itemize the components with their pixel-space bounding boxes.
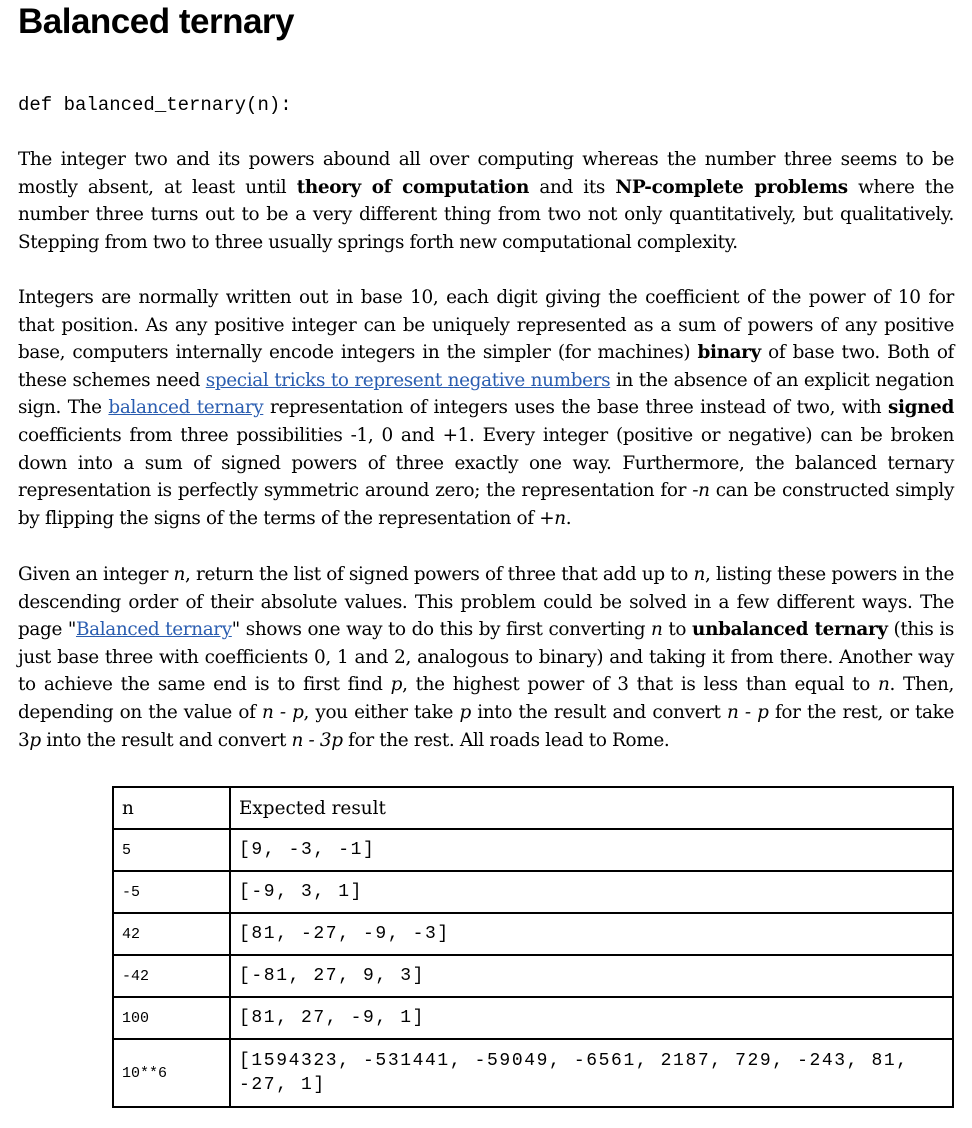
link-balanced-ternary-page[interactable]: Balanced ternary (75, 619, 232, 641)
text: into the result and convert (470, 701, 727, 723)
italic-term: n - 3p (291, 729, 343, 751)
bold-term: NP-complete problems (615, 176, 848, 198)
italic-term: n (878, 674, 890, 696)
italic-term: p (390, 674, 403, 696)
text: , the highest power of 3 that is less than equal to (402, 674, 878, 696)
bold-term: signed (887, 397, 955, 419)
bold-term: unbalanced ternary (692, 619, 888, 641)
text: Integers are normally written out in base 10, each digit giving the coefficient of the power of 10 for that position. As any positive integer can be uniquely represented as a sum of powers of any positive base, computers internally encode integers in the simpler (for machines) (18, 287, 954, 364)
italic-term: p (459, 701, 471, 723)
cell-n: 10**6 (113, 1039, 230, 1107)
text: and its (529, 176, 616, 198)
cell-n: 100 (113, 997, 230, 1039)
text: into the result and convert (40, 729, 292, 751)
text: for the rest, or take (768, 701, 954, 723)
table-row (113, 997, 953, 1039)
italic-term: p (29, 729, 41, 751)
function-signature: def balanced_ternary(n): (18, 94, 292, 116)
link-balanced-ternary[interactable]: balanced ternary (108, 397, 264, 419)
cell-n: -42 (113, 955, 230, 997)
text: Given an integer (18, 564, 174, 585)
text: in the absence of an explicit negation sign. The (18, 369, 955, 419)
italic-term: +n (539, 507, 566, 529)
expected-results-table (112, 786, 954, 1108)
cell-n: 42 (113, 913, 230, 955)
column-header-result: Expected result (230, 787, 953, 829)
cell-result: [81, 27, -9, 1] (230, 997, 953, 1039)
table-row (113, 955, 953, 997)
cell-n: 5 (113, 829, 230, 871)
table-row (113, 829, 953, 871)
italic-term: n - p (261, 701, 304, 723)
cell-result: [81, -27, -9, -3] (230, 913, 953, 955)
cell-result: [-9, 3, 1] (230, 871, 953, 913)
text: " shows one way to do this by first converting (231, 619, 652, 641)
text: . (565, 507, 572, 529)
paragraph-intro (18, 146, 954, 256)
text: , listing these powers in the descending order of their absolute values. This problem could be solved in a few different ways. The page " (18, 564, 955, 641)
italic-term: n (651, 619, 663, 641)
text: where the number three turns out to be a very different thing from two not only quantitatively, but qualitatively. Stepping from two to three usually springs forth new computational complexity. (18, 176, 954, 253)
paragraph-task (18, 561, 954, 754)
italic-term: -n (692, 480, 710, 502)
cell-result: [-81, 27, 9, 3] (230, 955, 953, 997)
text: (this is just base three with coefficients 0, 1 and 2, analogous to binary) and taking it from there. Another way to achieve the same end is to first find (18, 619, 954, 696)
text: . Then, depending on the value of (18, 674, 954, 723)
text: can be constructed simply by flipping the signs of the terms of the representation of (18, 480, 954, 529)
table-row (113, 913, 953, 955)
page-title: Balanced ternary (18, 2, 295, 41)
text: to (662, 619, 693, 641)
italic-term: n (173, 564, 186, 585)
italic-term: n (693, 564, 706, 585)
text: representation of integers uses the base three instead of two, with (263, 397, 888, 419)
cell-result: [9, -3, -1] (230, 829, 953, 871)
text: for the rest. All roads lead to Rome. (342, 729, 670, 751)
paragraph-bases (18, 284, 954, 532)
text: 3 (18, 729, 30, 751)
text: , you either take (303, 701, 460, 723)
bold-term: binary (697, 342, 761, 364)
cell-result: [1594323, -531441, -59049, -6561, 2187, 729, -243, 81, -27, 1] (230, 1039, 953, 1107)
text: , return the list of signed powers of three that add up to (185, 564, 694, 585)
table-row (113, 1039, 953, 1107)
column-header-n: n (113, 787, 230, 829)
link-negative-numbers[interactable]: special tricks to represent negative numbers (205, 369, 611, 391)
italic-term: n - p (727, 701, 769, 723)
table-row (113, 871, 953, 913)
table-header-row (113, 787, 953, 829)
bold-term: theory of computation (296, 176, 529, 198)
text: of base two. Both of these schemes need (18, 342, 954, 391)
text: coefficients from three possibilities -1, 0 and +1. Every integer (positive or negative) can be broken down into a sum of signed powers of three exactly one way. Furthermore, the balanced ternary representation is perfectly symmetric around zero; the representation for (18, 424, 954, 502)
text: The integer two and its powers abound all over computing whereas the number three seems to be mostly absent, at least until (18, 149, 954, 198)
cell-n: -5 (113, 871, 230, 913)
